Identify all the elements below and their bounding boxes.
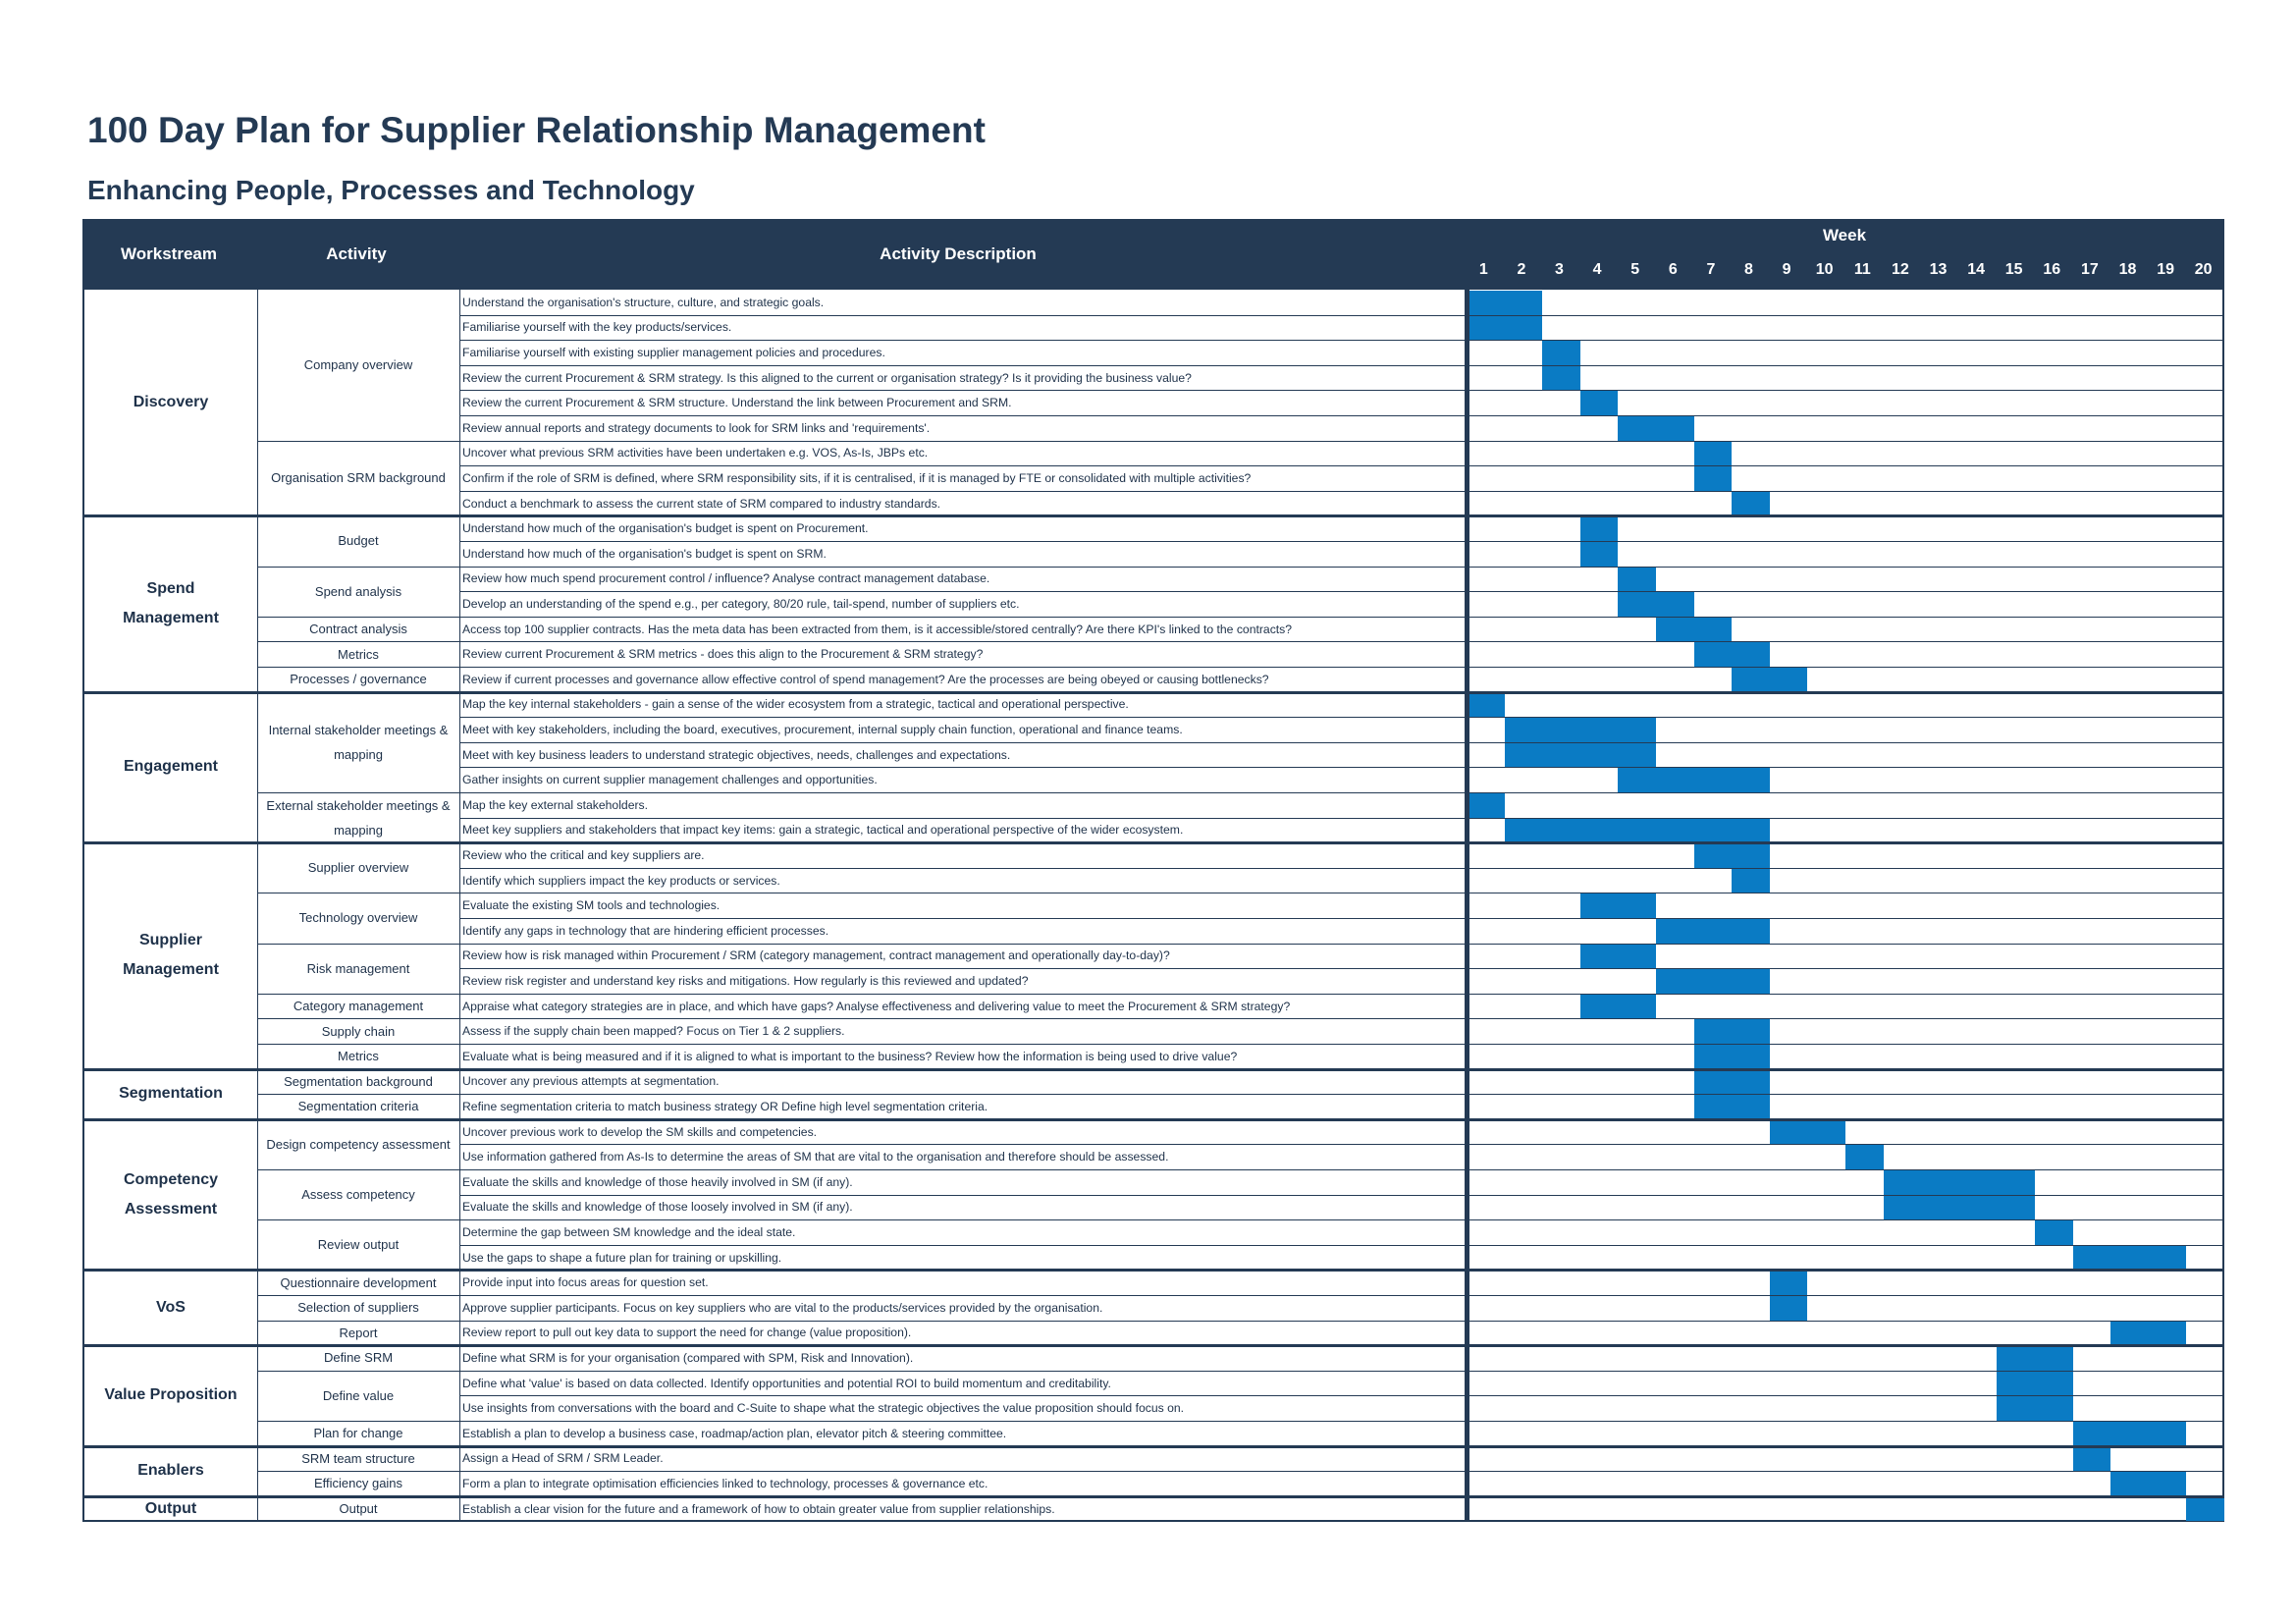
activity-divider <box>257 641 459 642</box>
week-number: 1 <box>1478 261 1488 278</box>
row-divider <box>459 767 2224 768</box>
activity-description: Identify any gaps in technology that are hindering efficient processes. <box>462 923 829 938</box>
gantt-bar <box>2186 1497 2224 1522</box>
page-subtitle: Enhancing People, Processes and Technology <box>87 175 695 205</box>
activity-description: Provide input into focus areas for question set. <box>462 1275 709 1290</box>
gantt-bar <box>1770 1296 1808 1321</box>
activity-description: Understand the organisation's structure, culture, and strategic goals. <box>462 295 825 309</box>
activity-label: Efficiency gains <box>313 1476 403 1491</box>
gantt-bar <box>1884 1170 2035 1195</box>
activity-description: Evaluate the existing SM tools and technologies. <box>462 898 721 913</box>
activity-label: Review output <box>317 1237 400 1253</box>
row-divider <box>459 944 2224 945</box>
activity-label: Company overview <box>303 357 413 373</box>
header-week: Week <box>1822 226 1867 244</box>
row-divider <box>459 1395 2224 1396</box>
activity-description: Gather insights on current supplier management challenges and opportunities. <box>462 773 878 787</box>
gantt-bar <box>1580 995 1656 1019</box>
gantt-bar <box>1656 919 1770 944</box>
row-divider <box>459 491 2224 492</box>
column-divider <box>257 290 258 1521</box>
activity-description: Review report to pull out key data to support the need for change (value proposition). <box>462 1326 912 1340</box>
activity-divider <box>257 1321 459 1322</box>
activity-label: Processes / governance <box>290 672 427 687</box>
row-divider <box>459 868 2224 869</box>
row-divider <box>459 541 2224 542</box>
activity-divider <box>257 1219 459 1220</box>
activity-label: Risk management <box>306 960 410 976</box>
activity-label: Report <box>339 1325 378 1340</box>
activity-label: Segmentation criteria <box>297 1099 419 1114</box>
row-divider <box>459 1245 2224 1246</box>
gantt-bar <box>1694 1019 1770 1044</box>
activity-divider <box>257 944 459 945</box>
activity-label: Spend analysis <box>314 583 402 599</box>
workstream-label: VoS <box>156 1298 186 1316</box>
week-number: 8 <box>1744 261 1753 278</box>
table-header <box>82 219 2224 290</box>
gantt-bar <box>1467 291 1542 315</box>
week-number: 11 <box>1853 261 1871 278</box>
activity-description: Meet with key business leaders to understand strategic objectives, needs, challenges and expectations. <box>462 747 1011 762</box>
workstream-label: Competency Assessment <box>123 1170 219 1218</box>
workstream-label: Enablers <box>137 1462 204 1480</box>
column-divider <box>1465 290 1469 1521</box>
workstream-label: Supplier Management <box>123 932 219 979</box>
activity-description: Use insights from conversations with the board and C-Suite to shape what the strategic objectives the value proposition should focus on. <box>462 1401 1185 1416</box>
gantt-bar <box>1694 442 1733 466</box>
workstream-divider <box>84 1118 2224 1121</box>
week-number: 9 <box>1782 261 1791 278</box>
gantt-bar <box>1505 743 1656 768</box>
gantt-bar <box>1732 492 1770 516</box>
gantt-bar <box>1618 768 1769 792</box>
activity-description: Develop an understanding of the spend e.g., per category, 80/20 rule, tail-spend, number of suppliers etc. <box>462 596 1020 611</box>
activity-divider <box>257 1371 459 1372</box>
row-divider <box>459 918 2224 919</box>
week-number: 20 <box>2194 261 2213 278</box>
activity-divider <box>257 1169 459 1170</box>
row-divider <box>459 1471 2224 1472</box>
gantt-bar <box>1618 416 1693 441</box>
row-divider <box>459 617 2224 618</box>
activity-divider <box>257 441 459 442</box>
week-number: 16 <box>2043 261 2061 278</box>
gantt-bar <box>1656 969 1770 994</box>
workstream-divider <box>84 1068 2224 1071</box>
week-number: 4 <box>1592 261 1602 278</box>
gantt-bar <box>1997 1346 2072 1371</box>
gantt-bar <box>1542 341 1580 365</box>
workstream-divider <box>84 1344 2224 1347</box>
week-number: 17 <box>2080 261 2099 278</box>
gantt-bar <box>1845 1145 1884 1169</box>
activity-divider <box>257 567 459 568</box>
row-divider <box>459 818 2224 819</box>
workstream-divider <box>84 841 2224 844</box>
activity-description: Familiarise yourself with the key products/services. <box>462 320 732 335</box>
activity-description: Map the key internal stakeholders - gain a sense of the wider ecosystem from a strategic, tactical and operational perspective. <box>462 697 1129 712</box>
activity-divider <box>257 1295 459 1296</box>
row-divider <box>459 1144 2224 1145</box>
week-number: 13 <box>1929 261 1948 278</box>
activity-description: Map the key external stakeholders. <box>462 797 649 812</box>
gantt-bar <box>1656 618 1732 642</box>
workstream-divider <box>84 1269 2224 1272</box>
week-number: 12 <box>1891 261 1909 278</box>
activity-label: Define value <box>322 1387 395 1403</box>
gantt-bar <box>1884 1196 2035 1220</box>
gantt-bar <box>1997 1396 2072 1421</box>
activity-description: Review current Procurement & SRM metrics - does this align to the Procurement & SRM strategy? <box>462 647 984 662</box>
gantt-bar <box>1618 568 1656 592</box>
activity-label: Supplier overview <box>307 860 409 876</box>
workstream-label: Segmentation <box>119 1085 223 1103</box>
gantt-bar <box>1542 366 1580 391</box>
header-workstream: Workstream <box>121 244 217 263</box>
gantt-bar <box>1694 642 1770 667</box>
gantt-bar <box>1732 668 1807 692</box>
gantt-bar <box>1694 843 1770 868</box>
column-divider <box>459 290 460 1521</box>
table-body <box>82 290 2224 1522</box>
row-divider <box>459 390 2224 391</box>
activity-label: Define SRM <box>323 1350 394 1366</box>
gantt-bar <box>1694 466 1733 491</box>
gantt-bar <box>1618 592 1693 617</box>
row-divider <box>459 667 2224 668</box>
gantt-bar <box>1770 1271 1808 1295</box>
activity-description: Evaluate the skills and knowledge of those loosely involved in SM (if any). <box>462 1200 853 1215</box>
gantt-bar <box>1467 793 1505 818</box>
activity-label: Metrics <box>338 646 379 662</box>
activity-divider <box>257 1018 459 1019</box>
activity-label: Organisation SRM background <box>271 470 446 486</box>
activity-description: Understand how much of the organisation's budget is spent on SRM. <box>462 546 827 561</box>
week-number: 10 <box>1815 261 1834 278</box>
gantt-bar <box>1467 693 1505 718</box>
activity-description: Review risk register and understand key risks and mitigations. How regularly is this reviewed and updated? <box>462 973 1029 988</box>
row-divider <box>459 1219 2224 1220</box>
workstream-label: Engagement <box>123 758 218 776</box>
week-number: 14 <box>1967 261 1985 278</box>
activity-divider <box>257 1044 459 1045</box>
row-divider <box>459 1295 2224 1296</box>
activity-label: Category management <box>293 999 424 1014</box>
row-divider <box>459 365 2224 366</box>
activity-description: Form a plan to integrate optimisation efficiencies linked to technology, processes & governance etc. <box>462 1476 988 1490</box>
activity-description: Review if current processes and governance allow effective control of spend management? Are the processes are being obeyed or causing bottlenecks? <box>462 672 1269 686</box>
activity-description: Uncover previous work to develop the SM skills and competencies. <box>462 1124 818 1139</box>
gantt-bar <box>2073 1246 2187 1271</box>
activity-description: Meet key suppliers and stakeholders that impact key items: gain a strategic, tactical and operational perspective of the wider ecosystem. <box>462 823 1184 838</box>
activity-label: Output <box>339 1501 378 1517</box>
row-divider <box>459 315 2224 316</box>
row-divider <box>459 1371 2224 1372</box>
row-divider <box>459 742 2224 743</box>
activity-description: Use information gathered from As-Is to determine the areas of SM that are vital to the organisation and therefore should be assessed. <box>462 1150 1169 1164</box>
activity-divider <box>257 1471 459 1472</box>
header-activity: Activity <box>326 244 387 263</box>
workstream-divider <box>84 691 2224 694</box>
row-divider <box>459 340 2224 341</box>
activity-label: Supply chain <box>321 1023 396 1039</box>
gantt-bar <box>1505 718 1656 742</box>
gantt-bar <box>2073 1447 2111 1472</box>
gantt-bar <box>1694 1045 1770 1069</box>
gantt-bar <box>1997 1372 2072 1396</box>
activity-description: Conduct a benchmark to assess the current state of SRM compared to industry standards. <box>462 496 941 511</box>
activity-description: Review annual reports and strategy documents to look for SRM links and 'requirements'. <box>462 420 931 435</box>
activity-label: Contract analysis <box>309 622 407 637</box>
activity-label: Metrics <box>338 1049 379 1064</box>
activity-description: Identify which suppliers impact the key products or services. <box>462 873 780 888</box>
row-divider <box>459 792 2224 793</box>
activity-label: Internal stakeholder meetings & mapping <box>268 722 449 762</box>
activity-description: Appraise what category strategies are in place, and which have gaps? Analyse effectiveness and delivering value to meet the Procurement & SRM strategy? <box>462 999 1291 1013</box>
activity-label: SRM team structure <box>301 1450 415 1466</box>
activity-description: Meet with key stakeholders, including the board, executives, procurement, internal supply chain function, operational and finance teams. <box>462 722 1183 736</box>
activity-label: Budget <box>338 533 379 549</box>
activity-description: Understand how much of the organisation's budget is spent on Procurement. <box>462 521 869 536</box>
activity-label: Selection of suppliers <box>297 1300 419 1316</box>
activity-label: Plan for change <box>313 1426 403 1441</box>
gantt-bar <box>2110 1472 2186 1496</box>
activity-label: Design competency assessment <box>266 1136 451 1152</box>
activity-description: Define what SRM is for your organisation (compared with SPM, Risk and Innovation). <box>462 1350 914 1365</box>
week-number: 18 <box>2118 261 2137 278</box>
gantt-bar <box>1580 893 1656 918</box>
activity-description: Review who the critical and key suppliers are. <box>462 847 705 862</box>
row-divider <box>459 717 2224 718</box>
gantt-bar <box>1580 516 1619 541</box>
activity-description: Assess if the supply chain been mapped? Focus on Tier 1 & 2 suppliers. <box>462 1024 845 1039</box>
row-divider <box>459 968 2224 969</box>
workstream-divider <box>84 1495 2224 1498</box>
week-number: 15 <box>2004 261 2023 278</box>
activity-description: Establish a clear vision for the future and a framework of how to obtain greater value from supplier relationships. <box>462 1501 1055 1516</box>
row-divider <box>459 1094 2224 1095</box>
activity-label: Segmentation background <box>284 1073 433 1089</box>
activity-divider <box>257 617 459 618</box>
gantt-bar <box>1467 316 1542 341</box>
gantt-bar <box>1694 1070 1770 1095</box>
header-description: Activity Description <box>880 244 1037 263</box>
row-divider <box>459 1044 2224 1045</box>
row-divider <box>459 591 2224 592</box>
workstream-divider <box>84 1445 2224 1448</box>
activity-description: Assign a Head of SRM / SRM Leader. <box>462 1451 664 1466</box>
workstream-label: Output <box>144 1499 197 1517</box>
gantt-bar <box>1694 1095 1770 1119</box>
activity-description: Use the gaps to shape a future plan for training or upskilling. <box>462 1250 782 1265</box>
gantt-bar <box>1580 945 1656 969</box>
activity-description: Review the current Procurement & SRM structure. Understand the link between Procurement and SRM. <box>462 396 1012 410</box>
page-title: 100 Day Plan for Supplier Relationship Management <box>87 110 986 150</box>
activity-label: External stakeholder meetings & mapping <box>266 797 451 838</box>
activity-description: Establish a plan to develop a business case, roadmap/action plan, elevator pitch & steering committee. <box>462 1426 1007 1440</box>
row-divider <box>459 641 2224 642</box>
activity-description: Confirm if the role of SRM is defined, where SRM responsibility sits, if it is centralised, if it is managed by FTE or consolidated with multiple activities? <box>462 470 1252 485</box>
week-number: 19 <box>2157 261 2174 278</box>
row-divider <box>459 1321 2224 1322</box>
week-number: 2 <box>1517 261 1526 278</box>
gantt-bar <box>1770 1120 1845 1145</box>
gantt-bar <box>1580 391 1619 415</box>
activity-description: Review the current Procurement & SRM strategy. Is this aligned to the current or organisation strategy? Is it providing the business value? <box>462 370 1192 385</box>
activity-description: Access top 100 supplier contracts. Has the meta data has been extracted from them, is it accessible/stored centrally? Are there KPI's linked to the contracts? <box>462 622 1293 636</box>
activity-description: Approve supplier participants. Focus on key suppliers who are vital to the products/services provided by the organisation. <box>462 1300 1103 1315</box>
activity-description: Familiarise yourself with existing supplier management policies and procedures. <box>462 345 885 359</box>
week-number: 6 <box>1668 261 1678 278</box>
week-number: 5 <box>1630 261 1640 278</box>
plan-table <box>82 219 2224 1522</box>
row-divider <box>459 1018 2224 1019</box>
activity-description: Review how much spend procurement control / influence? Analyse contract management database. <box>462 571 990 586</box>
activity-description: Evaluate the skills and knowledge of those heavily involved in SM (if any). <box>462 1174 853 1189</box>
gantt-bar <box>2035 1220 2073 1245</box>
activity-divider <box>257 667 459 668</box>
activity-description: Evaluate what is being measured and if it is aligned to what is important to the business? Review how the information is being used to drive value? <box>462 1049 1238 1063</box>
row-divider <box>459 441 2224 442</box>
row-divider <box>459 1421 2224 1422</box>
activity-description: Refine segmentation criteria to match business strategy OR Define high level segmentation criteria. <box>462 1099 988 1113</box>
activity-divider <box>257 792 459 793</box>
week-number: 3 <box>1555 261 1564 278</box>
activity-description: Uncover any previous attempts at segmentation. <box>462 1074 720 1089</box>
activity-description: Define what 'value' is based on data collected. Identify opportunities and potential ROI to build momentum and creditability. <box>462 1376 1111 1390</box>
gantt-bar <box>1505 819 1770 843</box>
gantt-bar <box>2073 1422 2187 1446</box>
workstream-label: Spend Management <box>123 579 219 626</box>
activity-description: Uncover what previous SRM activities have been undertaken e.g. VOS, As-Is, JBPs etc. <box>462 446 929 460</box>
workstream-label: Discovery <box>133 394 209 411</box>
activity-label: Technology overview <box>298 910 418 926</box>
activity-description: Determine the gap between SM knowledge and the ideal state. <box>462 1224 796 1239</box>
row-divider <box>459 415 2224 416</box>
workstream-divider <box>84 514 2224 517</box>
activity-label: Assess competency <box>301 1187 415 1203</box>
gantt-bar <box>2110 1322 2186 1346</box>
activity-divider <box>257 1421 459 1422</box>
row-divider <box>459 567 2224 568</box>
activity-divider <box>257 994 459 995</box>
workstream-label: Value Proposition <box>104 1386 238 1404</box>
activity-description: Review how is risk managed within Procurement / SRM (category management, contract management and operationally day-to-day)? <box>462 948 1170 963</box>
row-divider <box>459 465 2224 466</box>
row-divider <box>459 994 2224 995</box>
activity-label: Questionnaire development <box>280 1274 437 1290</box>
week-number: 7 <box>1706 261 1716 278</box>
gantt-bar <box>1732 869 1770 893</box>
gantt-bar <box>1580 542 1619 567</box>
activity-divider <box>257 1094 459 1095</box>
